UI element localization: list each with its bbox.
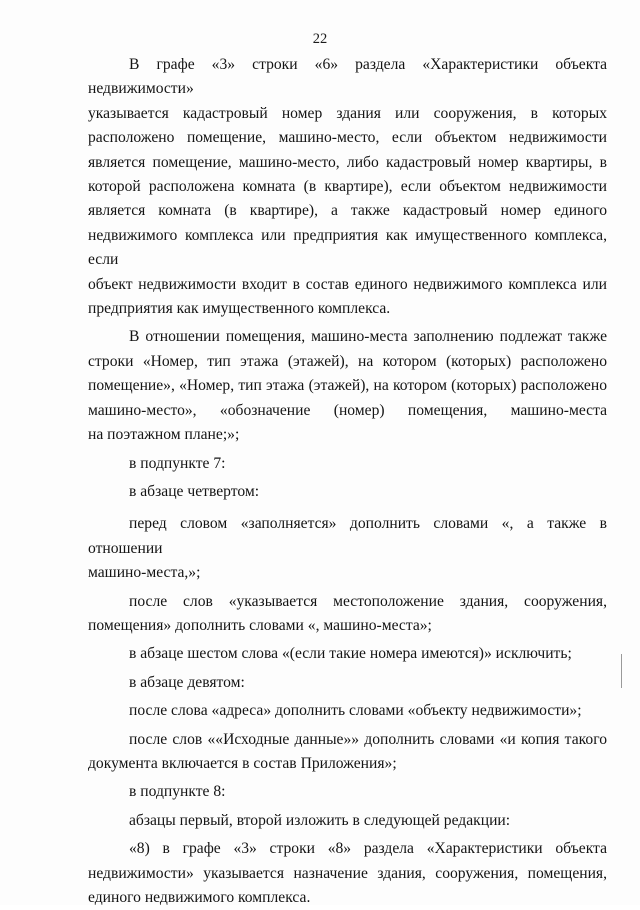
text-line: недвижимости» указывается назначение здания, сооружения, помещения, [88,864,607,882]
text-line: после слов ««Исходные данные»» дополнить словами «и копия такого [129,730,607,748]
text-line: в абзаце девятом: [129,673,245,691]
text-line: машино-место», «обозначение (номер) помещения, машино-места [88,401,607,419]
text-line: в абзаце четвертом: [129,482,260,500]
page-number: 22 [312,31,328,47]
text-line: В графе «3» строки «6» раздела «Характеристики объекта недвижимости» [88,56,607,98]
text-line: единого недвижимого комплекса. [88,889,311,906]
text-line: В отношении помещения, машино-места заполнению подлежат также [129,328,607,346]
text-line: объект недвижимости входит в состав единого недвижимого комплекса или [88,275,607,293]
text-line: на поэтажном плане;»; [88,426,240,444]
text-line: является помещение, машино-место, либо кадастровый номер квартиры, в [88,153,607,171]
text-line: указывается кадастровый номер здания или сооружения, в которых [88,104,607,122]
text-line: документа включается в состав Приложения»; [88,754,397,772]
text-line: расположено помещение, машино-место, если объектом недвижимости [88,129,607,147]
text-line: после слов «указывается местоположение здания, сооружения, [129,592,607,610]
text-line: после слова «адреса» дополнить словами «объекту недвижимости»; [129,702,582,720]
text-line: в подпункте 8: [129,783,226,801]
scan-artifact-line [621,654,622,688]
text-line: является комната (в квартире), а также кадастровый номер единого [88,202,607,220]
text-line: в подпункте 7: [129,454,226,472]
text-line: помещение», «Номер, тип этажа (этажей), на котором (которых) расположено [88,377,607,395]
text-line: предприятия как имущественного комплекса. [88,300,391,318]
text-line: недвижимого комплекса или предприятия как имущественного комплекса, если [88,226,607,269]
text-line: в абзаце шестом слова «(если такие номера имеются)» исключить; [129,645,572,663]
text-line: абзацы первый, второй изложить в следующей редакции: [129,811,511,829]
document-body [88,53,607,910]
text-line: перед словом «заполняется» дополнить словами «, а также в отношении [88,515,607,557]
text-line: помещения» дополнить словами «, машино-места»; [88,616,432,634]
text-line: машино-места,»; [88,564,201,582]
text-line: которой расположена комната (в квартире), если объектом недвижимости [88,178,607,196]
text-line: строки «Номер, тип этажа (этажей), на котором (которых) расположено [88,352,607,370]
text-line: «8) в графе «3» строки «8» раздела «Характеристики объекта [129,840,607,858]
